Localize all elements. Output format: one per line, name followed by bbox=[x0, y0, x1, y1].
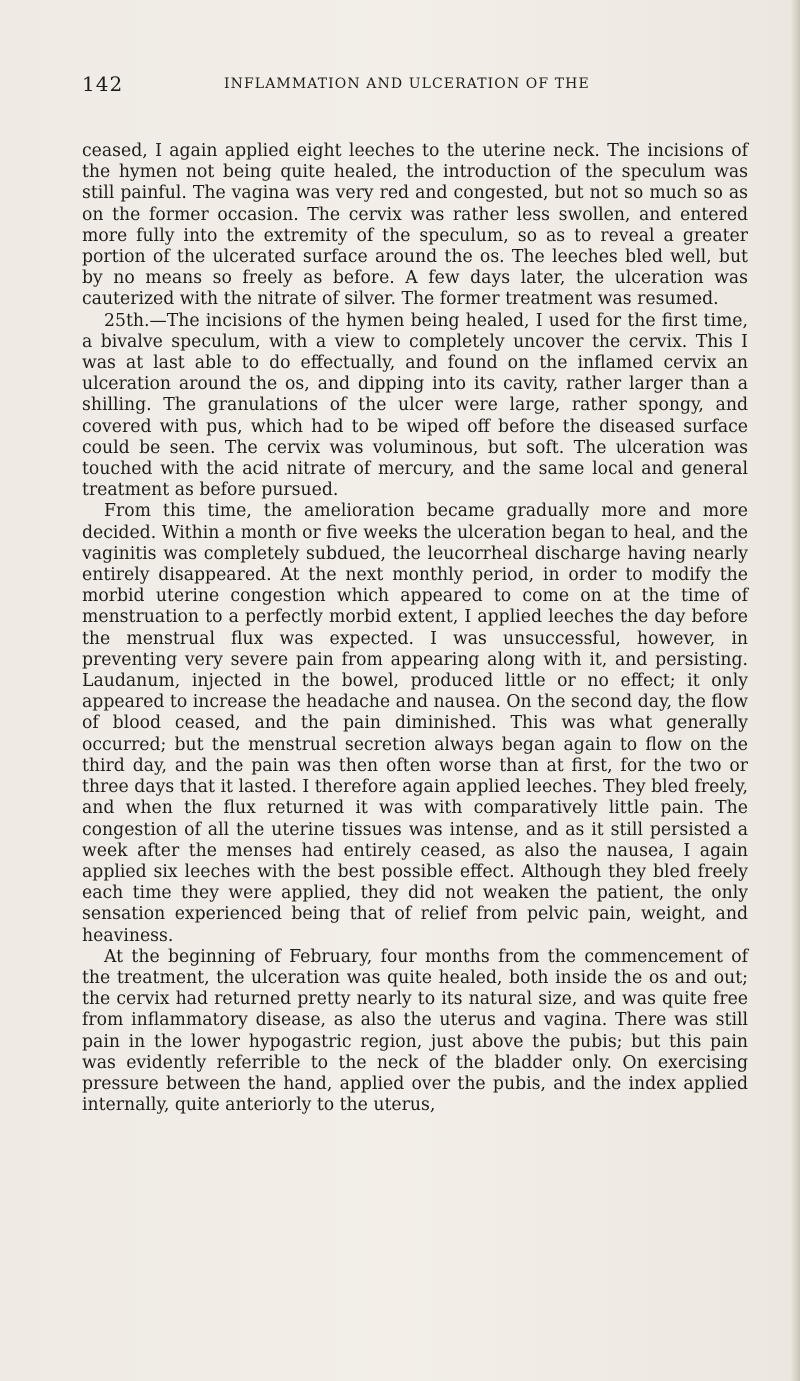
paragraph: From this time, the amelioration became gradually more and more decided. Within a month or five weeks the ulceration began to heal, and the vaginitis was completely subdued, the leucorrheal discharge having nearly entirely disappeared. At the next monthly period, in order to modify the morbid uterine congestion which appeared to come on at the time of menstruation to a perfectly morbid extent, I applied leeches the day before the menstrual flux was expected. I was unsuccessful, however, in preventing very severe pain from appearing along with it, and persisting. Laudanum, injected in the bowel, produced little or no effect; it only appeared to increase the headache and nausea. On the second day, the flow of blood ceased, and the pain diminished. This was what generally occurred; but the menstrual secretion always began again to flow on the third day, and the pain was then often worse than at first, for the two or three days that it lasted. I therefore again applied leeches. They bled freely, and when the flux returned it was with comparatively little pain. The congestion of all the uterine tissues was intense, and as it still persisted a week after the menses had entirely ceased, as also the nausea, I again applied six leeches with the best possible effect. Although they bled freely each time they were applied, they did not weaken the patient, the only sensation experienced being that of relief from pelvic pain, weight, and heaviness. bbox=[82, 501, 748, 946]
paragraph: ceased, I again applied eight leeches to the uterine neck. The incisions of the hymen not being quite healed, the introduction of the speculum was still painful. The vagina was very red and congested, but not so much so as on the former occasion. The cervix was rather less swollen, and entered more fully into the extremity of the speculum, so as to reveal a greater portion of the ulcerated surface around the os. The leeches bled well, but by no means so freely as before. A few days later, the ulceration was cauterized with the nitrate of silver. The former treatment was resumed. bbox=[82, 141, 748, 310]
page-number: 142 bbox=[82, 72, 124, 96]
paragraph: 25th.—The incisions of the hymen being healed, I used for the first time, a bivalve speculum, with a view to completely uncover the cervix. This I was at last able to do effectually, and found on the inflamed cervix an ulceration around the os, and dipping into its cavity, rather larger than a shilling. The granulations of the ulcer were large, rather spongy, and covered with pus, which had to be wiped off before the diseased surface could be seen. The cervix was voluminous, but soft. The ulceration was touched with the acid nitrate of mercury, and the same local and general treatment as before pursued. bbox=[82, 310, 748, 501]
page-edge-shadow bbox=[790, 0, 800, 1381]
body-text bbox=[82, 141, 748, 1116]
running-title: INFLAMMATION AND ULCERATION OF THE bbox=[224, 76, 590, 92]
paragraph: At the beginning of February, four months from the commencement of the treatment, the ulceration was quite healed, both inside the os and out; the cervix had returned pretty nearly to its natural size, and was quite free from inflammatory disease, as also the uterus and vagina. There was still pain in the lower hypogastric region, just above the pubis; but this pain was evidently referrible to the neck of the bladder only. On exercising pressure between the hand, applied over the pubis, and the index applied internally, quite anteriorly to the uterus, bbox=[82, 946, 748, 1116]
page-header bbox=[82, 72, 742, 96]
